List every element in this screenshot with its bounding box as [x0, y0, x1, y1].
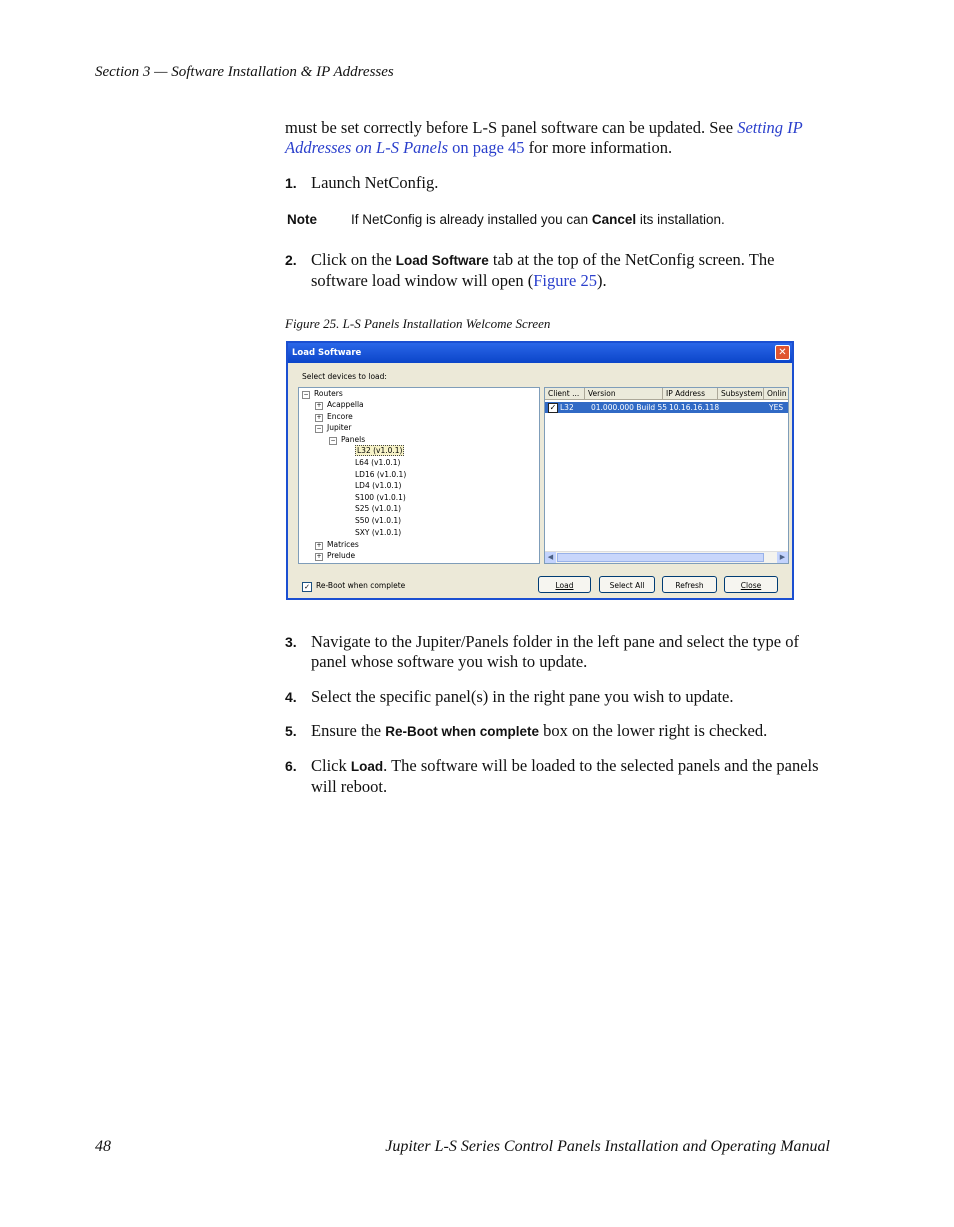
step-text: Launch NetConfig.	[311, 173, 439, 192]
step-text	[311, 721, 835, 742]
tree-node-encore[interactable]	[315, 412, 353, 422]
tree-label: Panels	[341, 435, 366, 444]
page-45-link[interactable]: on page 45	[448, 138, 525, 157]
cell-ip: 10.16.16.118	[669, 403, 720, 412]
step-1	[285, 173, 835, 193]
tree-item-panel[interactable]	[355, 493, 406, 503]
collapse-icon[interactable]: −	[330, 437, 336, 444]
setting-ip-link[interactable]: Setting IP Addresses on L-S Panels	[285, 118, 803, 157]
row-checkbox[interactable]: ✓	[549, 403, 557, 412]
step-text-pre: Click on the	[311, 250, 396, 269]
tree-item-panel[interactable]	[355, 470, 406, 480]
select-all-button[interactable]: Select All	[599, 576, 655, 593]
dialog-title: Load Software	[292, 348, 362, 358]
table-row[interactable]	[545, 402, 788, 413]
cell-online: YES	[769, 403, 784, 412]
step-number: 5.	[285, 723, 297, 739]
expand-icon[interactable]: +	[316, 553, 322, 560]
step-text: Select the specific panel(s) in the right pane you wish to update.	[311, 687, 734, 706]
manual-title: Jupiter L-S Series Control Panels Installation and Operating Manual	[385, 1138, 830, 1155]
collapse-icon[interactable]: −	[303, 391, 309, 398]
cell-version: 01.000.000 Build 55	[591, 403, 668, 412]
tree-label: Prelude	[327, 551, 356, 560]
expand-icon[interactable]: +	[316, 414, 322, 421]
step-number: 3.	[285, 634, 297, 650]
close-button[interactable]	[724, 576, 778, 593]
intro-text-1: must be set correctly before L-S panel software can be updated. See	[285, 118, 738, 137]
tree-item-panel[interactable]	[355, 504, 401, 514]
load-button-label: Load	[555, 581, 574, 590]
collapse-icon[interactable]: −	[316, 425, 322, 432]
tree-item-panel[interactable]	[355, 458, 400, 468]
step-text-post: . The software will be loaded to the selected panels and the panels will reboot.	[311, 756, 819, 796]
tree-node-jupiter[interactable]	[315, 423, 351, 433]
load-software-bold: Load Software	[395, 253, 489, 268]
tree-node-matrices[interactable]	[315, 540, 359, 550]
scroll-left-icon[interactable]: ◀	[545, 552, 556, 563]
tree-node-routers[interactable]	[302, 389, 343, 399]
reboot-checkbox[interactable]: ✓	[302, 582, 312, 592]
step-number: 2.	[285, 252, 297, 268]
column-header-online[interactable]: Onlin	[764, 388, 789, 400]
step-text	[311, 756, 835, 797]
column-header-client[interactable]: Client ...	[545, 388, 585, 400]
step-6	[285, 756, 835, 797]
column-header-subsystem[interactable]: Subsystem	[718, 388, 764, 400]
tree-label: LD4 (v1.0.1)	[355, 481, 402, 490]
tree-label: Jupiter	[327, 423, 352, 432]
tree-label: SXY (v1.0.1)	[355, 528, 402, 537]
tree-label: S100 (v1.0.1)	[355, 493, 406, 502]
tree-label: Routers	[314, 389, 343, 398]
reboot-label: Re-Boot when complete	[316, 581, 406, 590]
step-text-post: tab at the top of the NetConfig screen. The software load window will open (	[311, 250, 775, 290]
page-number: 48	[95, 1138, 111, 1155]
tree-label: Matrices	[327, 540, 359, 549]
load-bold: Load	[350, 759, 384, 774]
scroll-right-icon[interactable]: ▶	[777, 552, 788, 563]
horizontal-scrollbar[interactable]	[545, 551, 788, 563]
column-header-version[interactable]: Version	[585, 388, 663, 400]
load-button[interactable]	[538, 576, 591, 593]
step-text	[311, 250, 835, 291]
section-header: Section 3 — Software Installation & IP Addresses	[95, 64, 394, 80]
tree-item-panel[interactable]	[355, 446, 404, 456]
step-2	[285, 250, 835, 291]
figure-25-link[interactable]: Figure 25	[533, 271, 597, 290]
note-text-post: its installation.	[636, 212, 725, 227]
expand-icon[interactable]: +	[316, 402, 322, 409]
note-text	[351, 212, 725, 227]
tree-label: S25 (v1.0.1)	[355, 504, 402, 513]
select-devices-label: Select devices to load:	[302, 372, 387, 381]
note-label: Note	[287, 212, 317, 227]
step-4	[285, 687, 835, 707]
tree-node-acappella[interactable]	[315, 400, 364, 410]
note-text-pre: If NetConfig is already installed you can	[351, 212, 592, 227]
column-header-ip[interactable]: IP Address	[663, 388, 718, 400]
step-text-pre: Ensure the	[311, 721, 386, 740]
step-number: 6.	[285, 758, 297, 774]
refresh-button[interactable]: Refresh	[662, 576, 717, 593]
tree-item-panel[interactable]	[355, 481, 401, 491]
tree-label: L32 (v1.0.1)	[357, 446, 403, 455]
dialog-titlebar	[288, 343, 792, 363]
note-cancel-bold: Cancel	[591, 212, 637, 227]
tree-item-panel[interactable]	[355, 516, 401, 526]
load-software-dialog	[286, 341, 794, 600]
step-number: 1.	[285, 175, 297, 191]
tree-item-panel[interactable]	[355, 528, 401, 538]
step-text: Navigate to the Jupiter/Panels folder in the left pane and select the type of panel whose software you wish to update.	[311, 632, 799, 671]
tree-label: LD16 (v1.0.1)	[355, 470, 407, 479]
step-text-pre: Click	[311, 756, 351, 775]
expand-icon[interactable]: +	[316, 542, 322, 549]
tree-node-prelude[interactable]	[315, 551, 355, 561]
tree-node-panels[interactable]	[329, 435, 365, 445]
tree-label: S50 (v1.0.1)	[355, 516, 402, 525]
reboot-bold: Re-Boot when complete	[385, 724, 539, 739]
intro-text-2: for more information.	[524, 138, 673, 157]
cell-client: L32	[560, 403, 574, 412]
tree-label: Acappella	[327, 400, 364, 409]
close-button-label: Close	[740, 581, 762, 590]
close-icon[interactable]: ✕	[775, 345, 790, 360]
figure-caption: Figure 25. L-S Panels Installation Welcome Screen	[285, 316, 551, 331]
step-text-end: ).	[596, 271, 607, 290]
device-tree[interactable]	[298, 387, 540, 564]
scroll-thumb[interactable]	[557, 553, 764, 562]
step-5	[285, 721, 835, 742]
step-text-post: box on the lower right is checked.	[539, 721, 768, 740]
step-3	[285, 632, 835, 672]
intro-paragraph	[285, 118, 835, 158]
tree-label: L64 (v1.0.1)	[355, 458, 401, 467]
device-grid[interactable]	[544, 387, 789, 564]
step-number: 4.	[285, 689, 297, 705]
reboot-option[interactable]	[302, 581, 405, 592]
tree-label: Encore	[327, 412, 353, 421]
